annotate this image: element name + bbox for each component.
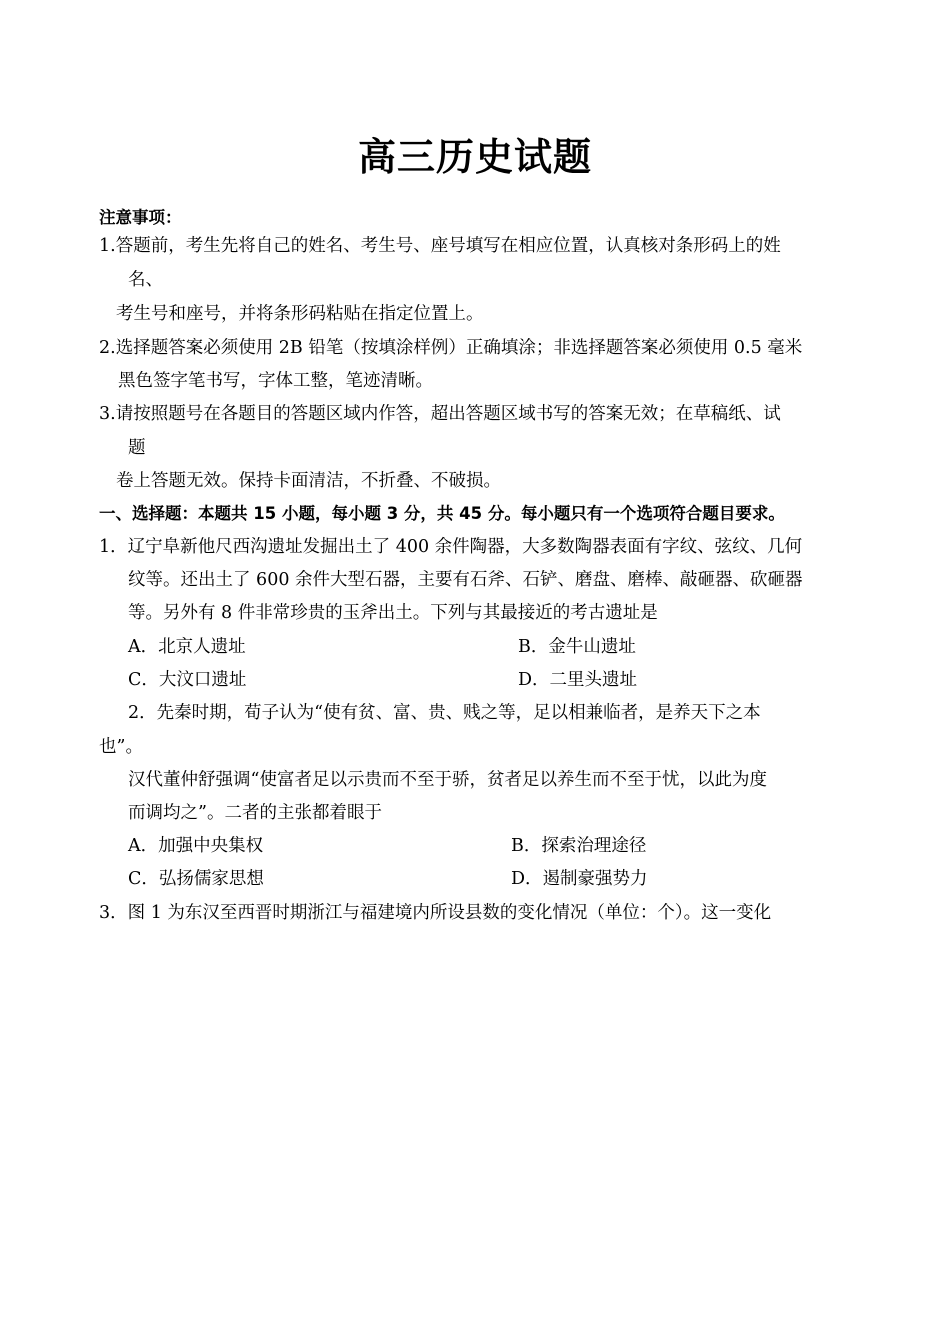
question-3-line-1: 3．图 1 为东汉至西晋时期浙江与福建境内所设县数的变化情况（单位：个）。这一变化 [99, 903, 772, 923]
notice-item-3-line-3: 卷上答题无效。保持卡面清洁，不折叠、不破损。 [116, 471, 501, 491]
notice-item-3-line-2: 题 [128, 438, 146, 458]
question-1-option-b[interactable]: B．金牛山遗址 [518, 637, 636, 657]
question-1-line-3: 等。另外有 8 件非常珍贵的玉斧出土。下列与其最接近的考古遗址是 [128, 603, 658, 623]
question-1-option-d[interactable]: D．二里头遗址 [518, 670, 638, 690]
notice-heading: 注意事项： [99, 208, 182, 227]
question-2-option-c[interactable]: C．弘扬儒家思想 [128, 869, 264, 889]
question-2-line-2: 也”。 [99, 737, 143, 757]
notice-item-1-text: 1.答题前，考生先将自己的姓名、考生号、座号填写在相应位置，认真核对条形码上的姓 [99, 236, 781, 256]
notice-item-2-line-2: 黑色签字笔书写，字体工整，笔迹清晰。 [118, 371, 433, 391]
question-2-option-b[interactable]: B．探索治理途径 [511, 836, 647, 856]
notice-item-1-line-2: 名、 [128, 270, 163, 290]
question-1-line-1: 1．辽宁阜新他尺西沟遗址发掘出土了 400 余件陶器，大多数陶器表面有字纹、弦纹、几何 [99, 537, 803, 557]
question-1-line-2: 纹等。还出土了 600 余件大型石器，主要有石斧、石铲、磨盘、磨棒、敲砸器、砍砸器 [128, 570, 803, 590]
question-2-line-4: 而调均之”。二者的主张都着眼于 [128, 803, 382, 823]
question-1-option-a[interactable]: A．北京人遗址 [128, 637, 246, 657]
question-2-line-1: 2．先秦时期，荀子认为“使有贫、富、贵、贱之等，足以相兼临者，是养天下之本 [128, 703, 761, 723]
question-2-option-d[interactable]: D．遏制豪强势力 [511, 869, 648, 889]
section-1-heading: 一、选择题：本题共 15 小题，每小题 3 分，共 45 分。每小题只有一个选项符合题目要求。 [99, 504, 785, 523]
notice-item-3-line-1: 3.请按照题号在各题目的答题区域内作答，超出答题区域书写的答案无效；在草稿纸、试 [99, 404, 781, 424]
question-2-line-3: 汉代董仲舒强调“使富者足以示贵而不至于骄，贫者足以养生而不至于忧，以此为度 [128, 770, 767, 790]
question-2-option-a[interactable]: A．加强中央集权 [128, 836, 264, 856]
notice-item-1-line-3: 考生号和座号，并将条形码粘贴在指定位置上。 [116, 304, 484, 324]
page-title: 高三历史试题 [357, 134, 592, 179]
notice-item-1-line-1 [99, 234, 849, 258]
question-1-option-c[interactable]: C．大汶口遗址 [128, 670, 247, 690]
notice-item-2-line-1: 2.选择题答案必须使用 2B 铅笔（按填涂样例）正确填涂；非选择题答案必须使用 0.5 毫米 [99, 338, 803, 358]
